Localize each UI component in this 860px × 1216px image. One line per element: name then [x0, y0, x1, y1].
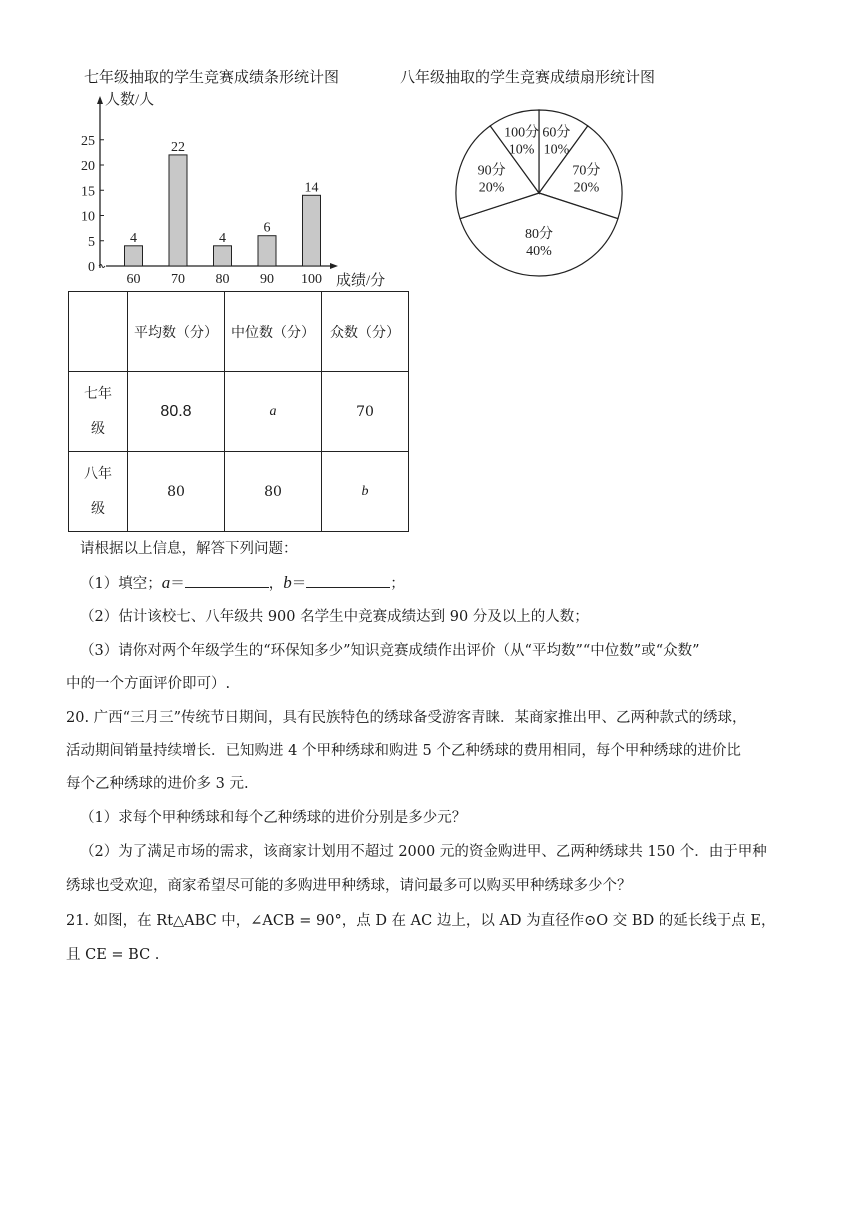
pie-slice-label: 70分 [572, 163, 601, 179]
pie-slice-percent: 20% [478, 180, 505, 196]
q1-end: ； [390, 576, 405, 592]
pie-slice-percent: 20% [573, 180, 600, 196]
x-tick-label: 80 [215, 272, 230, 287]
grade-label-line2: 级 [91, 500, 105, 517]
pie-slice-label: 60分 [542, 125, 571, 141]
y-tick-label: 25 [81, 133, 95, 149]
table-grade-cell [69, 452, 128, 532]
x-axis-arrow [330, 263, 338, 269]
grade-label-line1: 七年 [84, 385, 112, 402]
table-cell-mean: 80.8 [128, 372, 225, 452]
x-tick-label: 60 [126, 272, 141, 287]
bar-value-label: 6 [263, 220, 271, 236]
problem-20-line2: 活动期间销量持续增长．已知购进 4 个甲种绣球和购进 5 个乙种绣球的费用相同，每个甲种绣球的进价比 [66, 743, 741, 759]
table-cell-median: 80 [225, 452, 322, 532]
intro-text: 请根据以上信息，解答下列问题： [80, 541, 298, 557]
question-2: （2）估计该校七、八年级共 900 名学生中竞赛成绩达到 90 分及以上的人数； [80, 609, 589, 625]
table-header-median: 中位数（分） [225, 292, 322, 372]
bar-value-label: 14 [304, 180, 319, 196]
answer-blank-a[interactable] [185, 573, 269, 588]
x-tick-label: 70 [171, 272, 185, 287]
pie-slice-label: 90分 [477, 163, 506, 179]
pie-slice-percent: 10% [543, 142, 570, 158]
pie-slice-label: 80分 [525, 227, 553, 243]
pie-slice-label: 100分 [504, 125, 540, 141]
answer-blank-b[interactable] [306, 573, 390, 588]
y-tick-label: 0 [88, 260, 95, 275]
bar [303, 195, 321, 266]
bar [125, 246, 143, 266]
problem-21-line2: 且 CE = BC . [66, 947, 160, 963]
problem-20-question-1: （1）求每个甲种绣球和每个乙种绣球的进价分别是多少元？ [80, 810, 467, 826]
table-cell-mode: b [322, 452, 409, 532]
bar-value-label: 4 [130, 230, 137, 246]
problem-21-line1: 21. 如图，在 Rt△ABC 中，∠ACB = 90°，点 D 在 AC 边上，以 AD 为直径作⊙O 交 BD 的延长线于点 E， [66, 913, 776, 929]
question-3-line2: 中的一个方面评价即可）. [66, 676, 231, 692]
grade-label-line2: 级 [91, 420, 105, 437]
q1-var-a: a [161, 573, 171, 592]
x-axis-label: 成绩/分 [336, 273, 386, 289]
bar [214, 246, 232, 266]
q1-equals: ＝ [170, 576, 185, 592]
bar-value-label: 4 [219, 230, 226, 246]
problem-20-question-2-line2: 绣球也受欢迎，商家希望尽可能的多购进甲种绣球，请问最多可以购买甲种绣球多少个？ [66, 878, 632, 894]
question-3-line1: （3）请你对两个年级学生的“环保知多少”知识竞赛成绩作出评价（从“平均数”“中位数”或“众数” [80, 643, 700, 659]
bar [258, 236, 276, 266]
table-cell-mean: 80 [128, 452, 225, 532]
x-tick-label: 100 [301, 272, 322, 287]
q1-prefix: （1）填空； [80, 576, 162, 592]
table-header-row [69, 292, 409, 372]
problem-20-line3: 每个乙种绣球的进价多 3 元. [66, 776, 249, 792]
question-1 [80, 573, 405, 594]
pie-slice-percent: 40% [526, 244, 552, 260]
x-tick-label: 90 [260, 272, 274, 287]
y-tick-label: 15 [81, 184, 95, 200]
y-tick-label: 10 [81, 209, 95, 225]
table-row [69, 452, 409, 532]
q1-var-b: b [283, 573, 292, 592]
q1-comma: ， [268, 576, 284, 592]
table-cell-median: a [225, 372, 322, 452]
bar [169, 155, 187, 266]
table-cell-mode: 70 [322, 372, 409, 452]
y-axis-label: 人数/人 [105, 92, 155, 108]
pie-chart-title: 八年级抽取的学生竞赛成绩扇形统计图 [400, 68, 656, 86]
y-axis-arrow [97, 96, 103, 104]
problem-20-line1: 20. 广西“三月三”传统节日期间，具有民族特色的绣球备受游客青睐．某商家推出甲、乙两种款式的绣球， [66, 710, 747, 726]
q1-equals: ＝ [291, 576, 307, 592]
statistics-table [68, 291, 409, 532]
bar-chart [78, 88, 408, 293]
pie-chart [450, 105, 630, 285]
bar-chart-title: 七年级抽取的学生竞赛成绩条形统计图 [84, 68, 340, 86]
table-row [69, 372, 409, 452]
y-tick-label: 20 [81, 159, 95, 174]
table-header-mode: 众数（分） [322, 292, 409, 372]
y-tick-label: 5 [88, 234, 95, 250]
table-grade-cell [69, 372, 128, 452]
pie-slice-percent: 10% [508, 142, 535, 158]
table-header-mean: 平均数（分） [128, 292, 225, 372]
problem-20-question-2-line1: （2）为了满足市场的需求，该商家计划用不超过 2000 元的资金购进甲、乙两种绣球共 150 个．由于甲种 [80, 844, 767, 860]
grade-label-line1: 八年 [84, 465, 112, 482]
table-header-empty [69, 292, 128, 372]
bar-value-label: 22 [171, 139, 185, 155]
